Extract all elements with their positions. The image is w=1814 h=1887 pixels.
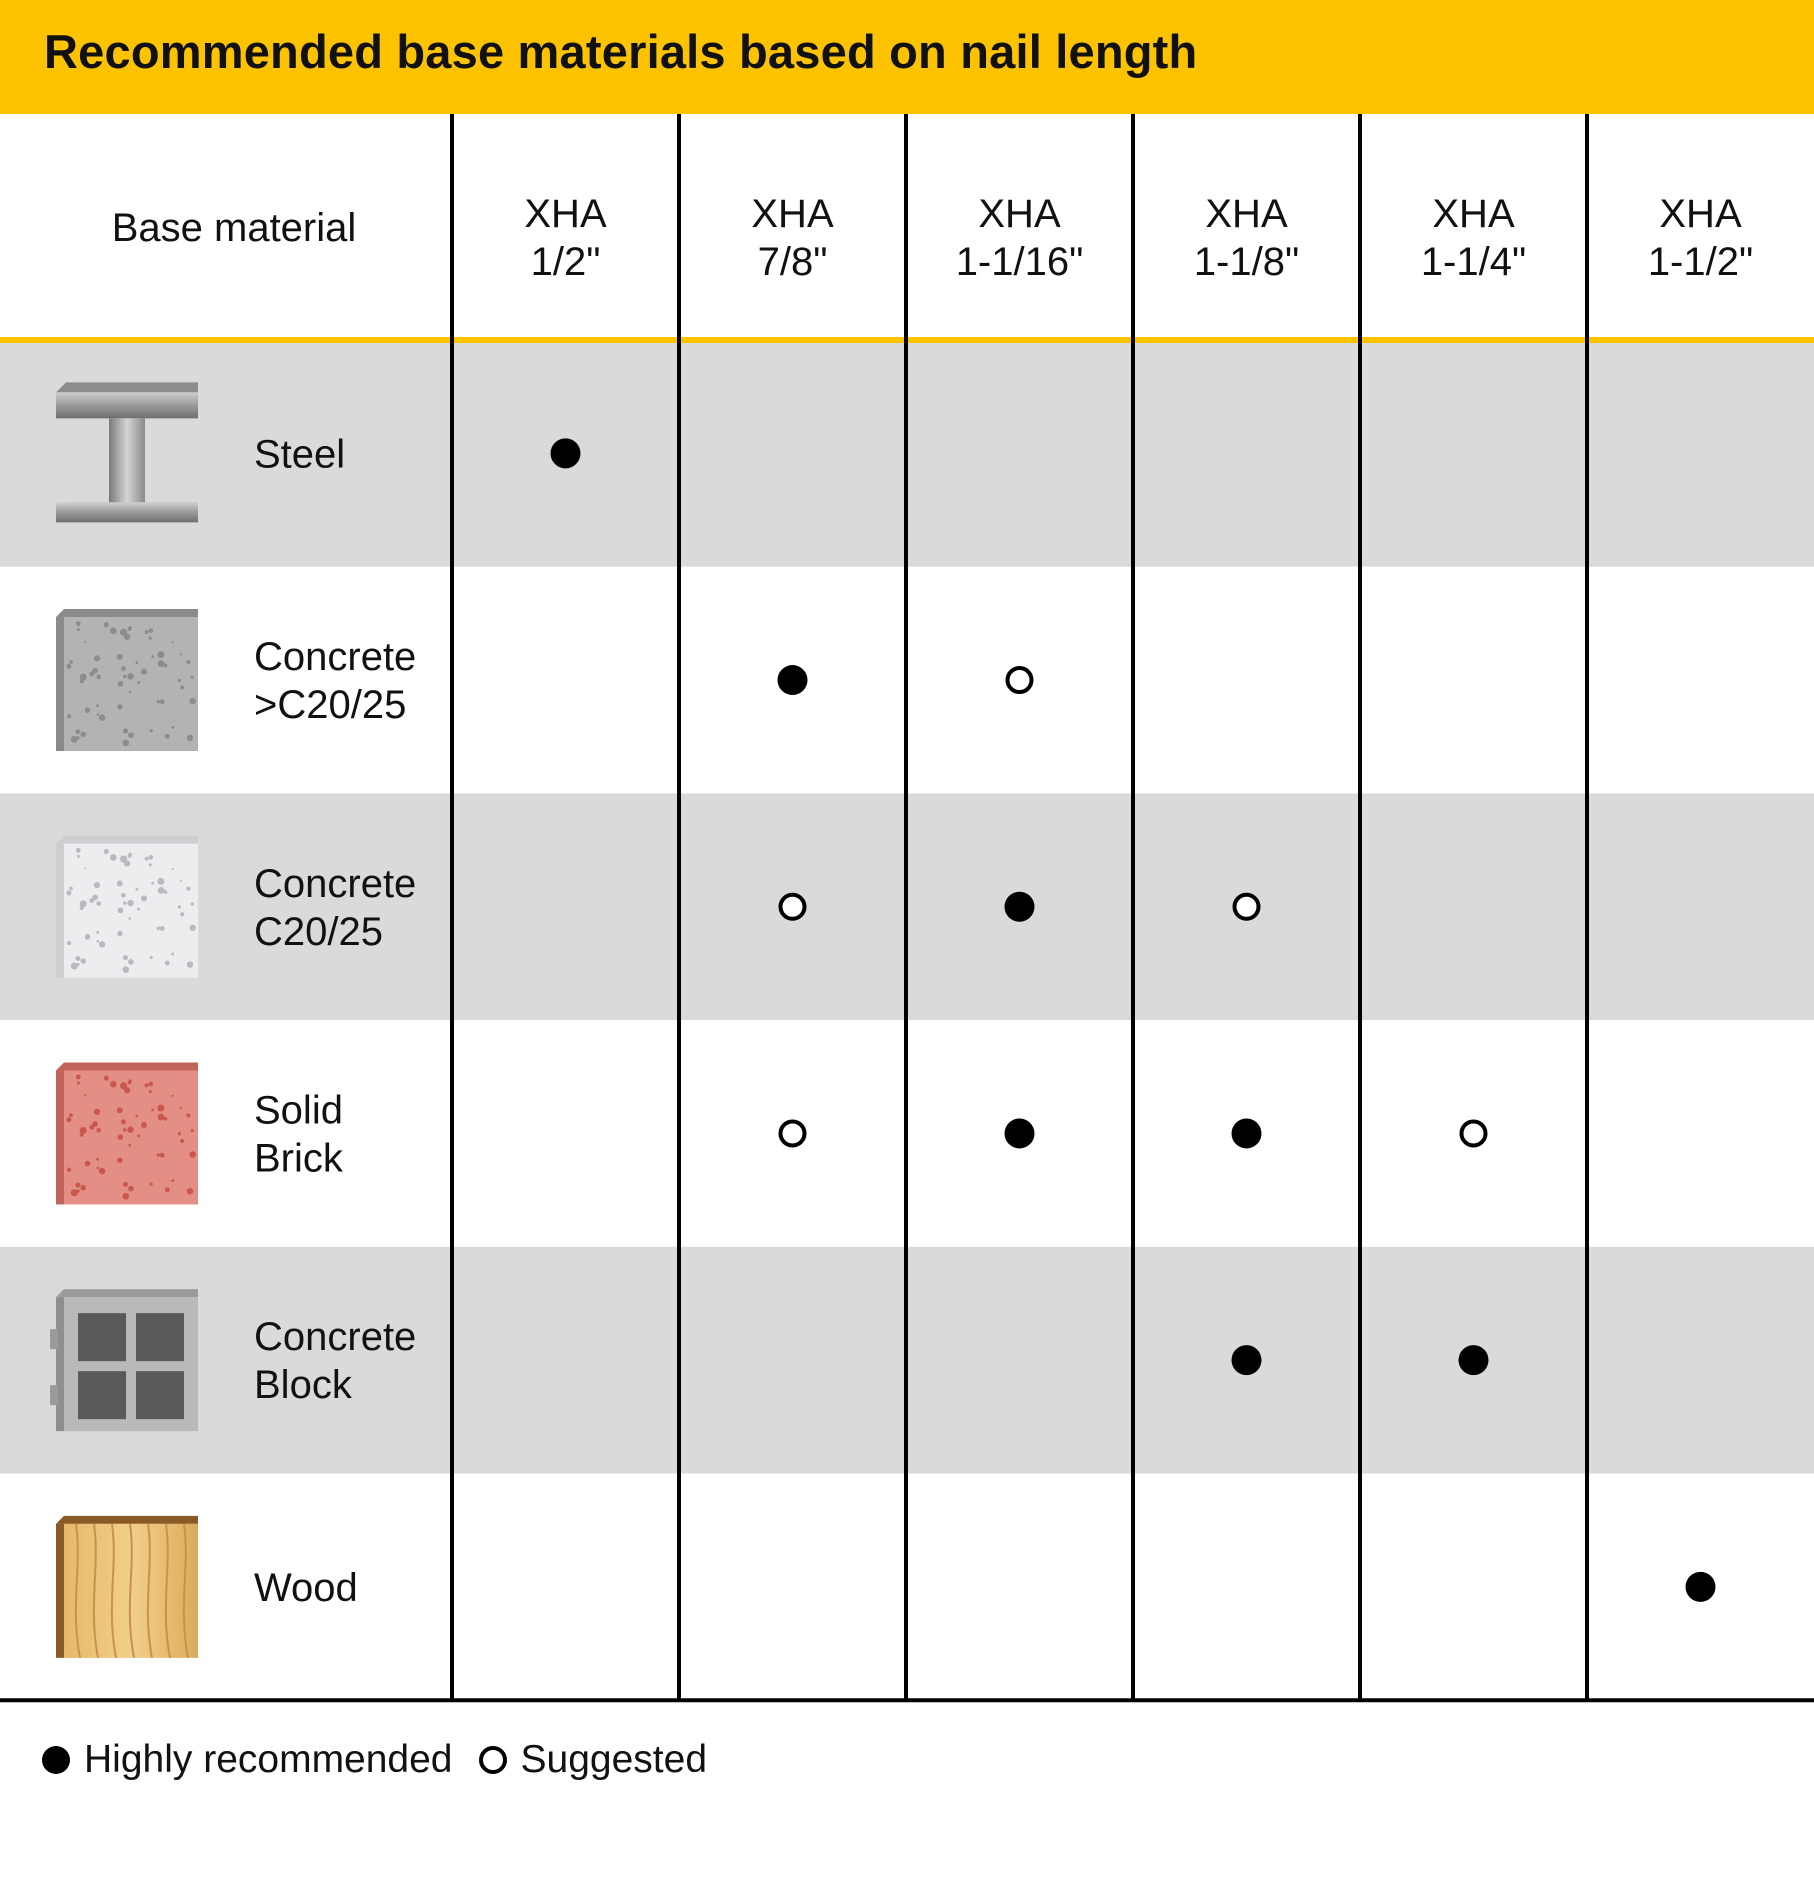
row-label-line: Wood [254,1565,358,1610]
cube-pore [141,669,147,675]
cube-pore [94,655,100,661]
cube-pore [160,1153,165,1158]
cube-pore [124,634,130,640]
cube-pore [129,917,132,920]
row-label [254,635,416,727]
cube-pore [81,1185,86,1190]
cube-pore [76,848,81,853]
row-label [254,432,345,476]
cube-pore [99,714,105,720]
cube-pore [171,1179,174,1182]
row-label-line: Concrete [254,1315,417,1360]
legend [42,1736,707,1784]
cube-pore [128,854,132,858]
cube-top [56,1062,198,1070]
cube-pore [104,1076,109,1081]
concrete-block-icon [50,1289,198,1431]
suggested-mark [1008,668,1032,692]
column-header-line: 7/8" [757,240,828,284]
cube-top [56,609,198,617]
cube-pore [69,887,73,891]
cube-pore [124,1087,130,1093]
cube-pore [157,651,164,658]
cube-pore [158,660,165,667]
column-header [956,192,1084,284]
cube-pore [141,1122,147,1128]
column-header-line: XHA [1205,192,1288,236]
cube-pore [121,1120,126,1125]
cube-pore [123,901,126,904]
column-header-line: 1-1/2" [1647,240,1754,284]
cube-pore [129,690,132,693]
cube-pore [84,641,86,643]
cube-pore [123,740,130,747]
cube-pore [66,1117,71,1122]
cube-pore [171,953,174,956]
cube-pore [178,1132,181,1135]
cube-pore [149,637,152,640]
cube-pore [124,860,130,866]
suggested-mark [781,1121,805,1145]
wood-top [56,1516,198,1524]
legend-highly-label: Highly recommended [84,1738,453,1781]
cube-pore [118,908,124,914]
cube-pore [190,698,196,704]
cube-pore [128,1081,132,1085]
cube-pore [121,666,126,671]
cube-pore [67,1168,71,1172]
cube-pore [80,1133,84,1137]
cube-face [64,844,198,978]
cube-pore [149,628,154,633]
cube-pore [99,1168,105,1174]
cube-pore [85,707,91,713]
cube-pore [123,675,126,678]
block-notch [50,1385,58,1405]
row-label [254,1088,344,1180]
cube-pore [165,1187,170,1192]
cube-pore [121,893,126,898]
column-header [751,192,834,284]
legend-suggested-marker [479,1746,507,1774]
cube-side [56,1070,64,1204]
cube-pore [149,863,152,866]
column-header [1648,192,1753,284]
highly-recommended-mark [1686,1572,1716,1602]
cube-pore [85,934,91,940]
cube-pore [69,1113,73,1117]
block-side [56,1297,64,1431]
cube-pore [141,895,147,901]
cube-pore [81,958,86,963]
cube-pore [117,704,122,709]
cube-pore [92,1121,98,1127]
cube-pore [158,887,165,894]
cube-pore [136,1115,139,1118]
cube-pore [117,1158,122,1163]
cube-pore [151,1108,154,1111]
suggested-mark [1235,895,1259,919]
cube-pore [118,1134,124,1140]
cube-pore [123,966,130,973]
cube-pore [96,931,99,934]
block-hollow [78,1313,126,1361]
cube-pore [187,961,193,967]
row-label-line: C20/25 [254,909,383,954]
highly-recommended-mark [551,438,581,468]
cube-pore [190,1151,196,1157]
cube-pore [150,956,153,959]
cube-pore [96,901,101,906]
cube-pore [137,1134,140,1137]
cube-pore [127,900,133,906]
cube-pore [104,849,109,854]
cube-pore [123,1193,130,1200]
cube-pore [151,882,154,885]
row-label-line: Concrete [254,635,417,680]
cube-pore [180,653,182,655]
cube-pore [150,1182,153,1185]
cube-pore [128,732,134,738]
cube-pore [171,726,174,729]
cube-pore [76,736,79,739]
cube-pore [128,1186,134,1192]
cube-pore [172,641,174,643]
cube-pore [110,627,117,634]
cube-pore [150,729,153,732]
column-header-line: 1-1/4" [1420,240,1527,284]
cube-pore [94,1109,100,1115]
cube-pore [149,1090,152,1093]
column-header-line: XHA [1432,192,1515,236]
cube-pore [77,1082,80,1085]
steel-top-flange [56,392,198,418]
cube-pore [186,887,190,891]
steel-web [109,418,145,502]
cube-face [64,1070,198,1204]
cube-pore [94,882,100,888]
cube-pore [110,854,117,861]
cube-pore [117,931,122,936]
row-label-line: Solid [254,1088,343,1133]
cube-pore [172,868,174,870]
cube-pore [151,655,154,658]
cube-pore [157,878,164,885]
cube-side [56,617,64,751]
steel-top-flange-edge [56,382,198,392]
cube-pore [136,661,139,664]
cube-pore [92,668,98,674]
cube-pore [180,1107,182,1109]
cube-pore [92,895,98,901]
cube-pore [80,906,84,910]
cube-pore [191,1129,194,1132]
highly-recommended-mark [1005,1118,1035,1148]
solid-brick-icon [56,1062,198,1204]
column-header [1421,192,1526,284]
column-header-line: 1-1/16" [955,240,1084,284]
cube-pore [123,955,128,960]
cube-pore [66,664,71,669]
cube-pore [85,1161,91,1167]
wood-side [56,1524,64,1658]
cube-pore [145,857,149,861]
row-label-line: Steel [254,432,346,477]
cube-pore [149,855,154,860]
cube-pore [137,908,140,911]
cube-pore [186,660,190,664]
cube-pore [67,941,71,945]
cube-pore [137,681,140,684]
cube-pore [110,1081,117,1088]
cube-pore [117,1107,123,1113]
cube-pore [190,925,196,931]
row-label-line: Block [254,1363,352,1408]
cube-pore [158,1114,165,1121]
cube-pore [97,940,100,943]
cube-pore [97,713,100,716]
cube-pore [84,867,86,869]
column-header-line: 1/2" [530,240,601,284]
block-hollow [136,1313,184,1361]
cube-pore [149,1082,154,1087]
column-header-line: XHA [978,192,1061,236]
cube-pore [178,905,181,908]
cube-pore [128,959,134,965]
cube-pore [81,732,86,737]
cube-side [56,844,64,978]
block-hollow [78,1371,126,1419]
cube-pore [187,1188,193,1194]
highly-recommended-mark [778,665,808,695]
cube-pore [80,679,84,683]
cube-pore [127,673,133,679]
legend-suggested-label: Suggested [520,1738,708,1781]
cube-pore [96,675,101,680]
highly-recommended-mark [1232,1345,1262,1375]
highly-recommended-mark [1232,1118,1262,1148]
cube-pore [157,927,160,930]
cube-pore [128,627,132,631]
block-hollow [136,1371,184,1419]
column-header-line: XHA [524,192,607,236]
cube-pore [69,660,73,664]
legend-highly-marker [42,1746,70,1774]
row-label-line: Concrete [254,861,417,906]
cube-pore [76,1075,81,1080]
cube-top [56,836,198,844]
suggested-mark [1462,1121,1486,1145]
cube-pore [75,1183,80,1188]
cube-pore [157,1105,164,1112]
cube-pore [66,891,71,896]
row-header-label: Base material [111,206,357,250]
cube-pore [191,902,194,905]
cube-pore [157,1153,160,1156]
cube-pore [123,1182,128,1187]
cube-pore [178,679,181,682]
cube-pore [75,729,80,734]
cube-pore [160,926,165,931]
row-label-line: >C20/25 [254,683,407,728]
cube-pore [127,1127,133,1133]
cube-pore [123,728,128,733]
highly-recommended-mark [1459,1345,1489,1375]
cube-pore [77,628,80,631]
column-header [524,192,607,284]
cube-pore [75,956,80,961]
cube-pore [165,961,170,966]
cube-pore [129,1144,132,1147]
block-notch [50,1329,58,1349]
cube-pore [123,1128,126,1131]
cube-pore [136,888,139,891]
cube-pore [180,880,182,882]
concrete-icon [56,836,198,978]
cube-pore [84,1094,86,1096]
cube-pore [76,621,81,626]
concrete-high-icon [56,609,198,751]
cube-pore [172,1095,174,1097]
cube-pore [145,630,149,634]
cube-pore [96,1158,99,1161]
cube-pore [99,941,105,947]
column-header-line: XHA [751,192,834,236]
cube-pore [145,1083,149,1087]
chart-title: Recommended base materials based on nail length [44,25,1198,78]
column-header-line: XHA [1659,192,1742,236]
row-label [254,1566,358,1610]
cube-pore [117,654,123,660]
cube-pore [180,912,184,916]
highly-recommended-mark [1005,892,1035,922]
cube-pore [160,699,165,704]
cube-pore [191,676,194,679]
cube-pore [180,685,184,689]
column-header [1194,192,1299,284]
cube-pore [76,963,79,966]
cube-pore [157,700,160,703]
cube-pore [165,734,170,739]
cube-pore [96,704,99,707]
cube-pore [67,714,71,718]
cube-pore [104,622,109,627]
cube-pore [186,1113,190,1117]
suggested-mark [781,895,805,919]
cube-face [64,617,198,751]
block-top [56,1289,198,1297]
cube-pore [117,881,123,887]
column-header-line: 1-1/8" [1193,240,1300,284]
steel-bottom-flange [56,502,198,522]
cube-pore [77,855,80,858]
cube-pore [76,1190,79,1193]
cube-pore [118,681,124,687]
cube-pore [187,735,193,741]
cube-pore [180,1139,184,1143]
cube-pore [97,1167,100,1170]
wood-icon [56,1516,198,1658]
cube-pore [96,1128,101,1133]
row-label-line: Brick [254,1136,343,1181]
